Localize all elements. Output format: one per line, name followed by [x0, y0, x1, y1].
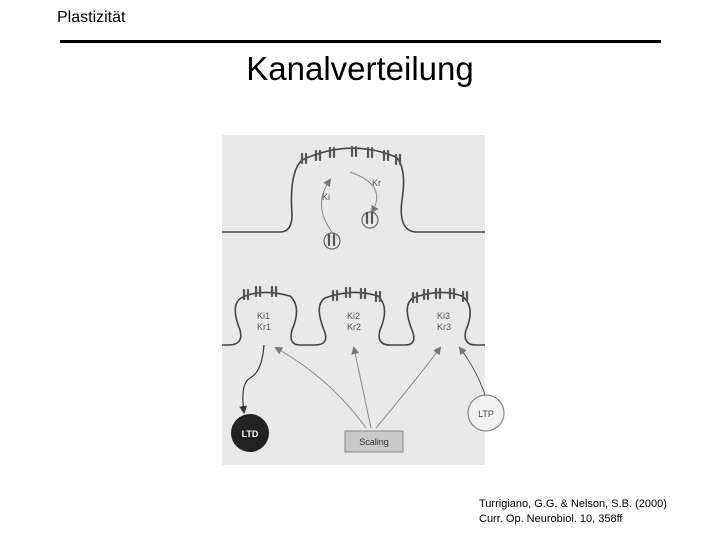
spine3-label-ki: Ki3	[437, 311, 451, 321]
scaling-node	[345, 431, 403, 452]
scaling-label: Scaling	[359, 437, 389, 447]
citation	[479, 497, 667, 527]
ltd-label: LTD	[241, 429, 259, 439]
ltd-node	[231, 414, 269, 452]
citation-journal: Curr. Op. Neurobiol. 10, 358ff	[479, 513, 623, 525]
top-channel-cluster	[302, 147, 400, 164]
scaling-arrow-spine3	[376, 348, 440, 428]
spine2-label-kr: Kr2	[347, 322, 362, 332]
ltp-arrow	[460, 348, 486, 398]
slide-title: Kanalverteilung	[246, 50, 474, 87]
ltp-label: LTP	[478, 409, 494, 419]
top-kr-label: Kr	[372, 178, 381, 188]
endocytosed-channel-vesicle-right	[362, 212, 378, 228]
spine3-label-kr: Kr3	[437, 322, 452, 332]
internalization-arrow	[321, 180, 332, 232]
ltd-arrow	[243, 345, 264, 412]
header-label: Plastizität	[57, 9, 126, 26]
spine1-channel-cluster	[244, 287, 276, 299]
top-spine-membrane	[222, 148, 485, 232]
top-ki-label: Ki	[322, 192, 331, 202]
spine2-label-ki: Ki2	[347, 311, 361, 321]
scaling-arrow-spine1	[276, 348, 366, 428]
ltp-node	[468, 395, 504, 431]
citation-authors: Turrigiano, G.G. & Nelson, S.B. (2000)	[479, 498, 667, 510]
spine1-label-ki: Ki1	[257, 311, 271, 321]
spine1-label-kr: Kr1	[257, 322, 272, 332]
endocytosed-channel-vesicle-left	[324, 233, 340, 249]
